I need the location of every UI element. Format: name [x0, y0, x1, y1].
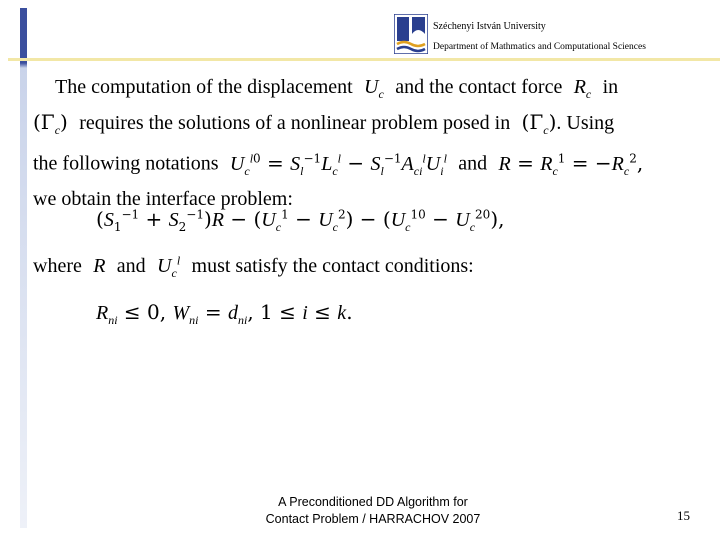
interface-equation: $(S_1^{-1} + S_2^{-1})R - (U_c^1 - U_c^2) - (U_c^{10} - U_c^{20})$, — [96, 207, 505, 234]
page-number: 15 — [677, 508, 690, 523]
university-logo-icon — [394, 14, 428, 54]
paragraph-line-2: $(\Gamma_c)$ requires the solutions of a nonlinear problem posed in $(\Gamma_c)$. Using — [33, 110, 615, 137]
footer-title: A Preconditioned DD Algorithm for Contact Problem / HARRACHOV 2007 — [265, 495, 481, 526]
paragraph-line-1: The computation of the displacement $U_c$ and the contact force $R_c$ in — [55, 76, 619, 101]
contact-conditions-line: where R and $U_c^l$ must satisfy the contact conditions: — [33, 253, 474, 280]
slide-body — [33, 72, 713, 213]
paragraph-line-3: the following notations $U_c^{l0} = S_l^{-1}L_c^l - S_l^{-1}A_{ci}^lU_i^l$ and $R = R_c^1 = -R_c^2$, — [33, 150, 644, 178]
paragraph-line-4: we obtain the interface problem: — [33, 187, 293, 210]
contact-conditions-equation: $R_{ni} \le 0$, $W_{ni} = d_{ni}$, 1 ≤ i ≤ k. — [96, 300, 353, 327]
left-accent-bar — [20, 8, 27, 528]
department-name: Department of Mathmatics and Computational Sciences — [433, 42, 646, 52]
university-name: Széchenyi István University — [433, 21, 546, 32]
header-divider — [8, 58, 720, 61]
